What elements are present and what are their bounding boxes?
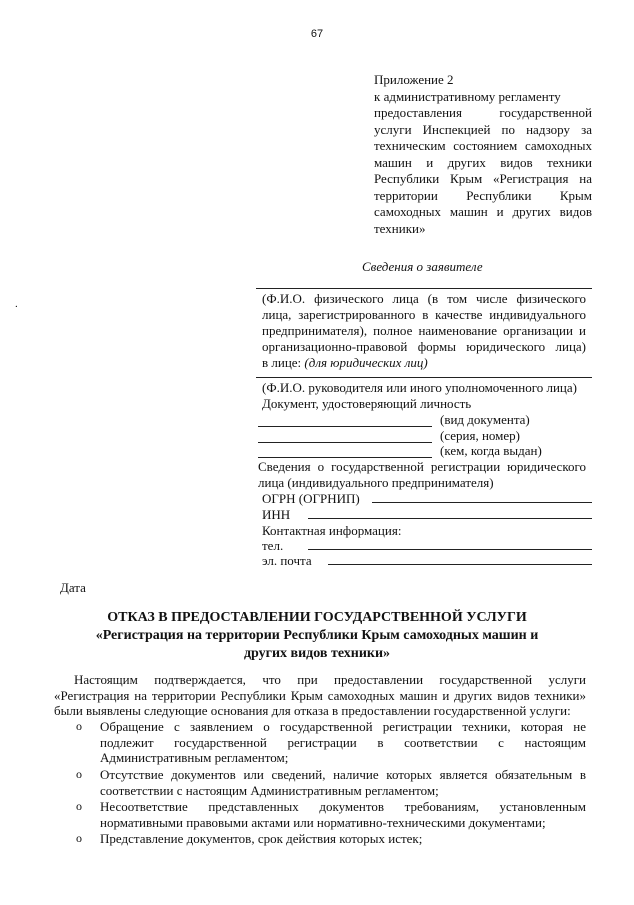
email-field[interactable] [328, 564, 592, 565]
appendix-line: Республики Крым «Регистрация на [374, 171, 592, 186]
doc-type-line [258, 426, 432, 427]
doc-type-label: (вид документа) [440, 412, 530, 427]
date-label: Дата [60, 580, 86, 595]
appendix-line: техники» [374, 220, 426, 236]
hint-line: организационно-правовой формы юридического лица) [262, 339, 586, 354]
in-person-note: (для юридических лиц) [304, 355, 428, 370]
inn-label: ИНН [262, 507, 291, 522]
appendix-line: предоставления государственной [374, 105, 592, 120]
reason-line: Административным регламентом; [100, 750, 289, 765]
reason-line: подлежит государственной регистрации в соответствии с настоящим [100, 734, 586, 750]
ogrn-label: ОГРН (ОГРНИП) [262, 491, 360, 506]
hint-line: лица, зарегистрированного в качестве индивидуального [262, 307, 586, 322]
appendix-line: территории Республики Крым [374, 187, 592, 203]
hint-line: (Ф.И.О. физического лица (в том числе физического [262, 291, 586, 306]
bullet-marker: o [76, 799, 82, 813]
applicant-fio-hint [262, 291, 586, 371]
page-number: 67 [310, 28, 324, 40]
refusal-title [40, 609, 594, 663]
phone-label: тел. [262, 538, 284, 553]
intro-line: Настоящим подтверждается, что при предоставлении государственной услуги [74, 672, 586, 687]
title-line: ОТКАЗ В ПРЕДОСТАВЛЕНИИ ГОСУДАРСТВЕННОЙ УСЛУГИ [107, 610, 527, 625]
in-person-label: в лице: [262, 355, 305, 370]
hint-line: предпринимателя), полное наименование организации и [262, 323, 586, 338]
bullet-marker: o [76, 767, 82, 781]
series-line [258, 442, 432, 443]
appendix-line: Приложение 2 [374, 72, 454, 87]
representative-block [262, 380, 586, 412]
intro-line: были выявлены следующие основания для отказа в предоставлении государственной услуги: [54, 703, 571, 718]
reason-line: нормативными правовыми актами или нормативно-техническими документами; [100, 814, 546, 830]
registration-line: лица (индивидуального предпринимателя) [258, 475, 494, 490]
title-line: «Регистрация на территории Республики Крым самоходных машин и [95, 628, 539, 643]
applicant-heading: Сведения о заявителе [362, 259, 483, 274]
reason-line: Обращение с заявлением о государственной регистрации техники, которая не [100, 719, 586, 734]
issued-line [258, 457, 432, 458]
ogrn-field[interactable] [372, 502, 592, 503]
reason-line: Несоответствие представленных документов требованиям, установленным [100, 799, 586, 814]
bullet-marker: o [76, 831, 82, 845]
reason-line: соответствии с настоящим Административным регламентом; [100, 782, 439, 798]
appendix-line: машин и других видов техники [374, 154, 592, 170]
appendix-line: самоходных машин и других видов [374, 204, 592, 219]
head-hint: (Ф.И.О. руководителя или иного уполномоченного лица) [262, 380, 577, 395]
inn-field[interactable] [308, 518, 592, 519]
appendix-line: услуги Инспекцией по надзору за [374, 121, 592, 137]
reason-line: Отсутствие документов или сведений, наличие которых является обязательным в [100, 767, 586, 782]
series-label: (серия, номер) [440, 428, 520, 443]
appendix-line: к административному регламенту [374, 88, 561, 104]
representative-line [256, 377, 592, 378]
appendix-line: техническим состоянием самоходных [374, 138, 592, 153]
in-person-line [262, 355, 586, 371]
reason-line: Представление документов, срок действия которых истек; [100, 831, 423, 846]
issued-label: (кем, когда выдан) [440, 443, 542, 458]
bullet-marker: o [76, 719, 82, 733]
contacts-label: Контактная информация: [262, 523, 402, 538]
applicant-name-line [256, 288, 592, 289]
intro-line: «Регистрация на территории Республики Крым самоходных машин и других видов техники» [54, 687, 586, 703]
stray-mark: . [15, 298, 18, 310]
email-label: эл. почта [262, 553, 312, 568]
appendix-reference [374, 72, 592, 237]
id-doc-label: Документ, удостоверяющий личность [262, 396, 472, 411]
phone-field[interactable] [308, 549, 592, 550]
intro-paragraph [54, 672, 586, 719]
registration-line: Сведения о государственной регистрации юридического [258, 459, 586, 474]
title-line: других видов техники» [243, 646, 391, 661]
registration-block [258, 459, 586, 491]
